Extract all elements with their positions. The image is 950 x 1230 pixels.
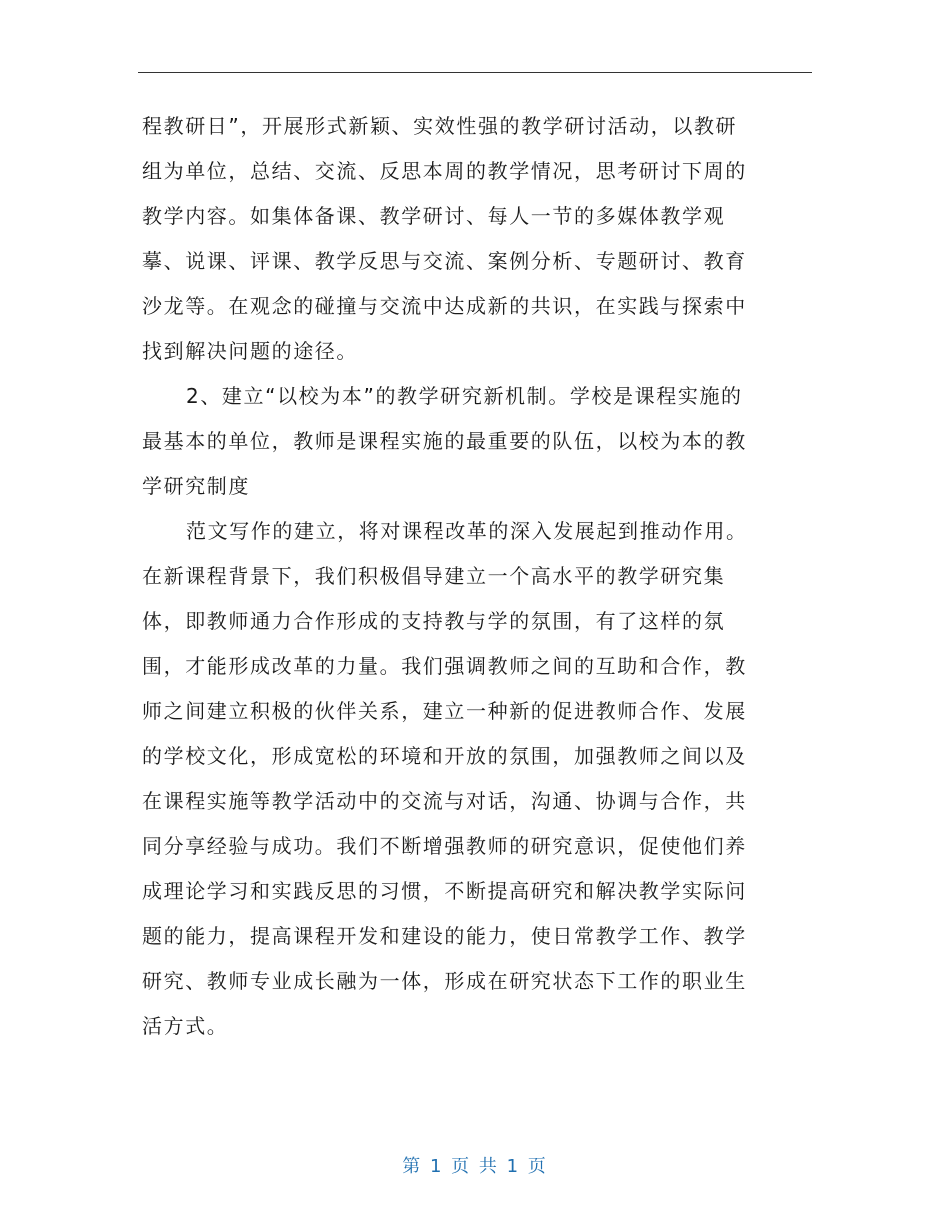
text-line: 找到解决问题的途径。 [142, 339, 358, 363]
text-line: 的学校文化，形成宽松的环境和开放的氛围，加强教师之间以及 [142, 744, 747, 768]
header-rule [138, 72, 812, 73]
text-line: 学研究制度 [142, 474, 250, 498]
page-number-footer: 第 1 页 共 1 页 [402, 1156, 548, 1177]
text-line: 在课程实施等教学活动中的交流与对话，沟通、协调与合作，共 [142, 789, 747, 813]
text-line: 组为单位，总结、交流、反思本周的教学情况，思考研讨下周的 [142, 159, 747, 183]
text-line: 摹、说课、评课、教学反思与交流、案例分析、专题研讨、教育 [142, 249, 747, 273]
text-line: 教学内容。如集体备课、教学研讨、每人一节的多媒体教学观 [142, 204, 726, 228]
text-line: 最基本的单位，教师是课程实施的最重要的队伍，以校为本的教 [142, 429, 747, 453]
paragraph-1 [142, 104, 812, 374]
text-line: 沙龙等。在观念的碰撞与交流中达成新的共识，在实践与探索中 [142, 294, 747, 318]
paragraph-2 [142, 374, 812, 509]
text-line: 同分享经验与成功。我们不断增强教师的研究意识，促使他们养 [142, 834, 747, 858]
text-line: 研究、教师专业成长融为一体，形成在研究状态下工作的职业生 [142, 969, 747, 993]
paragraph-3 [142, 509, 812, 1049]
text-line: 体，即教师通力合作形成的支持教与学的氛围，有了这样的氛 [142, 609, 726, 633]
text-line: 成理论学习和实践反思的习惯，不断提高研究和解决教学实际问 [142, 879, 747, 903]
document-body [142, 104, 812, 1049]
text-line: 师之间建立积极的伙伴关系，建立一种新的促进教师合作、发展 [142, 699, 747, 723]
text-line: 范文写作的建立，将对课程改革的深入发展起到推动作用。 [186, 519, 748, 543]
text-line: 在新课程背景下，我们积极倡导建立一个高水平的教学研究集 [142, 564, 726, 588]
text-line: 题的能力，提高课程开发和建设的能力，使日常教学工作、教学 [142, 924, 747, 948]
text-line: 程教研日”，开展形式新颖、实效性强的教学研讨活动，以教研 [142, 114, 738, 138]
text-line: 2、建立“以校为本”的教学研究新机制。学校是课程实施的 [186, 384, 743, 408]
text-line: 围，才能形成改革的力量。我们强调教师之间的互助和合作，教 [142, 654, 747, 678]
text-line: 活方式。 [142, 1014, 229, 1038]
